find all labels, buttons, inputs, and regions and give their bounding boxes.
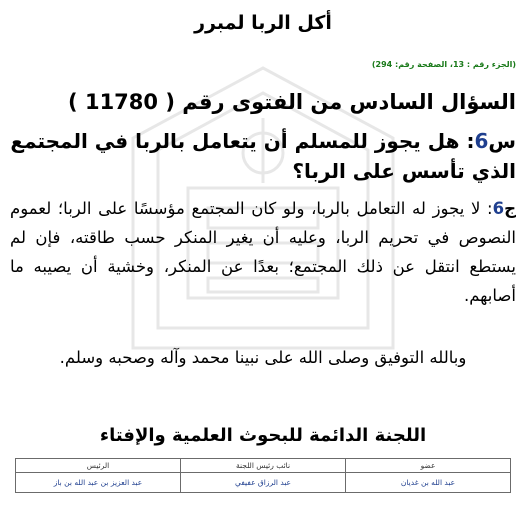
signature-names-row xyxy=(16,473,511,493)
committee-name: اللجنة الدائمة للبحوث العلمية والإفتاء xyxy=(99,425,427,446)
volume-page-reference: (الجزء رقم : 13، الصفحة رقم: 294) xyxy=(371,60,516,69)
role-member: عضو xyxy=(346,459,511,473)
question-paragraph xyxy=(10,126,516,186)
role-chairman: الرئيس xyxy=(16,459,181,473)
signatures-table xyxy=(15,458,511,493)
role-vice-chairman: نائب رئيس اللجنة xyxy=(181,459,346,473)
answer-paragraph xyxy=(10,194,516,310)
signature-roles-row xyxy=(16,459,511,473)
name-vice-chairman: عبد الرزاق عفيفي xyxy=(181,473,346,493)
answer-tag: ج xyxy=(504,199,516,218)
answer-text: : لا يجوز له التعامل بالربا، ولو كان المجتمع مؤسسًا على الربا؛ لعموم النصوص في تحريم الربا، وعليه أن يغير المنكر حسب طاقته، فإن لم يستطع انتقل عن ذلك المجتمع؛ بعدًا عن المنكر، وخشية أن يصيبه ما أصابهم. xyxy=(10,199,516,305)
closing-prayer: وبالله التوفيق وصلى الله على نبينا محمد وآله وصحبه وسلم. xyxy=(59,348,467,367)
page-title: أكل الربا لمبرر xyxy=(194,12,332,34)
question-text: : هل يجوز للمسلم أن يتعامل بالربا في المجتمع الذي تأسس على الربا؟ xyxy=(10,129,516,183)
name-chairman: عبد العزيز بن عبد الله بن باز xyxy=(16,473,181,493)
question-tag: س xyxy=(488,129,516,153)
fatwa-number-heading: السؤال السادس من الفتوى رقم ( 11780 ) xyxy=(68,90,516,114)
name-member: عبد الله بن غديان xyxy=(346,473,511,493)
question-number: 6 xyxy=(474,129,489,153)
answer-number: 6 xyxy=(492,199,505,218)
